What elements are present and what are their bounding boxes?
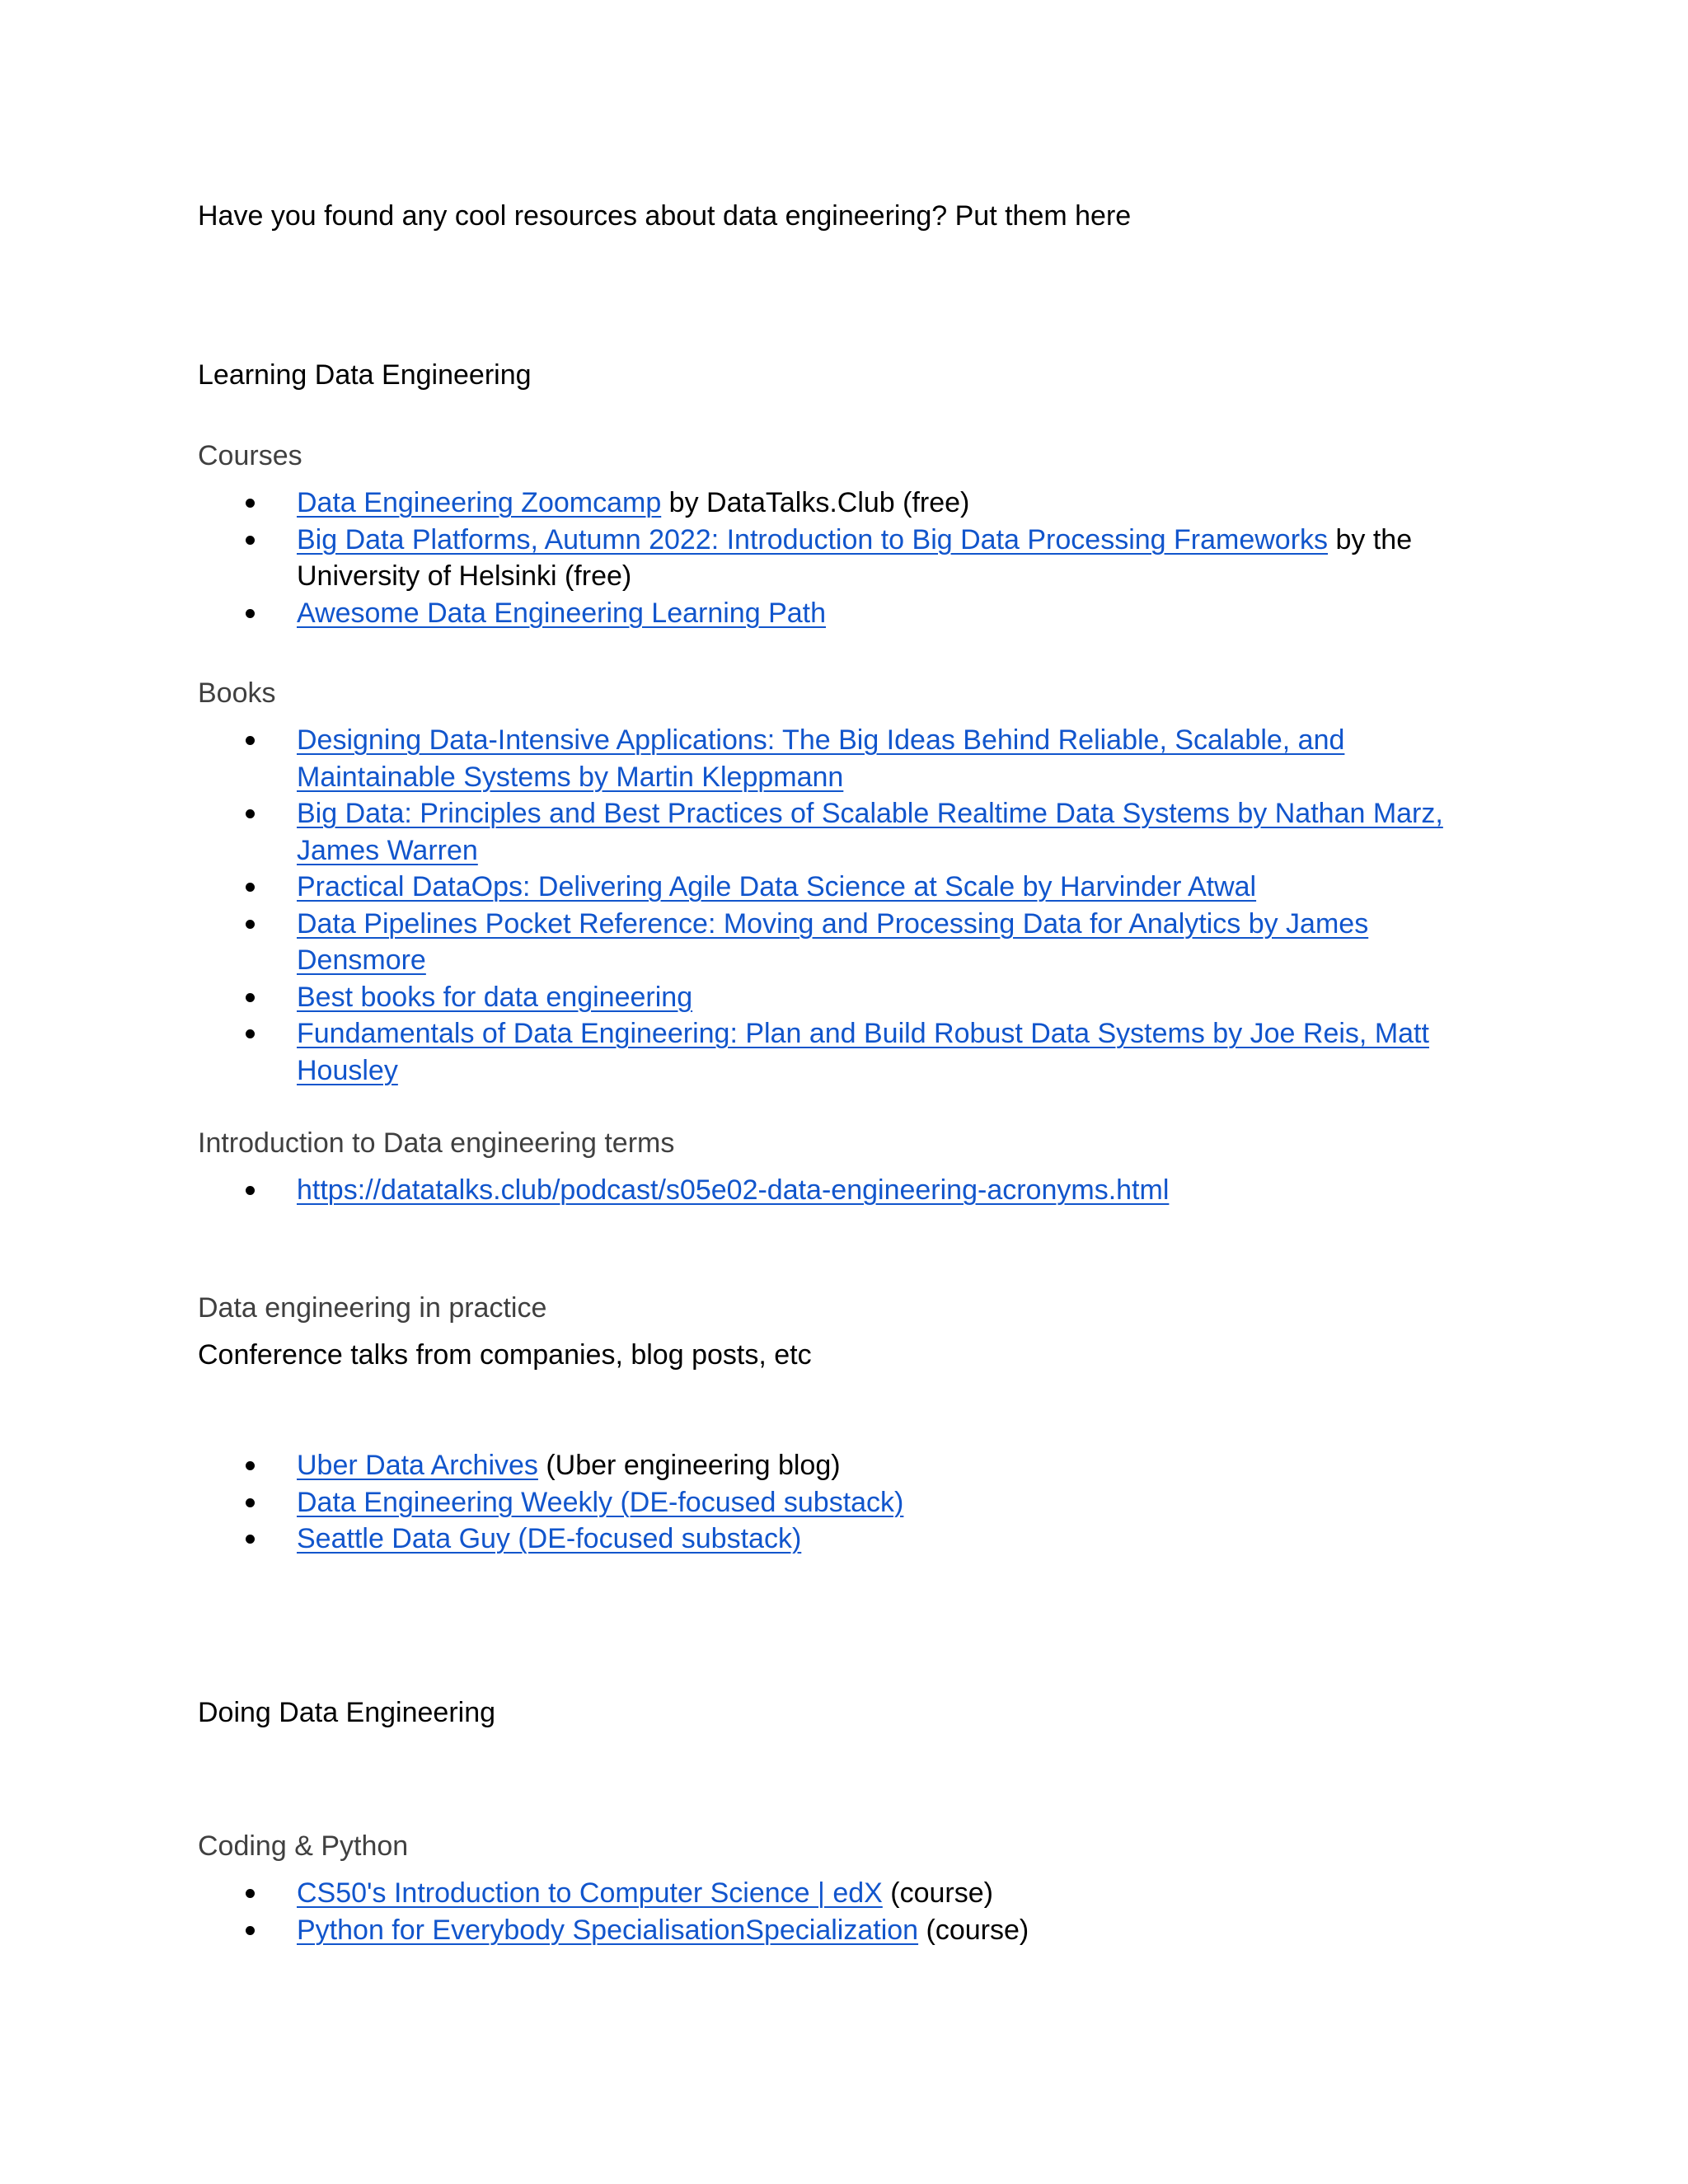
heading-coding: Coding & Python bbox=[198, 1830, 409, 1862]
bullet-icon bbox=[246, 1186, 255, 1195]
bullet-icon bbox=[246, 1926, 255, 1935]
bullet-icon bbox=[246, 736, 255, 745]
list-item bbox=[198, 722, 1500, 795]
practice-subtitle: Conference talks from companies, blog posts, etc bbox=[198, 1339, 812, 1371]
coding-link-python-everybody[interactable]: Python for Everybody SpecialisationSpecialization bbox=[297, 1914, 919, 1946]
bullet-icon bbox=[246, 1461, 255, 1470]
bullet-icon bbox=[246, 920, 255, 929]
bullet-icon bbox=[246, 883, 255, 892]
bullet-icon bbox=[246, 609, 255, 618]
item-suffix: by the University of Helsinki (free) bbox=[297, 523, 1413, 592]
list-item bbox=[198, 1521, 1500, 1558]
intro-text: Have you found any cool resources about data engineering? Put them here bbox=[198, 200, 1132, 232]
practice-link-de-weekly[interactable]: Data Engineering Weekly (DE-focused substack) bbox=[297, 1486, 904, 1518]
list-item bbox=[198, 595, 1500, 632]
course-link-zoomcamp[interactable]: Data Engineering Zoomcamp bbox=[297, 487, 662, 518]
bullet-icon bbox=[246, 536, 255, 545]
list-item bbox=[198, 869, 1500, 906]
list-item bbox=[198, 795, 1500, 869]
list-item bbox=[198, 485, 1500, 522]
coding-list bbox=[198, 1875, 1500, 1948]
terms-link-podcast[interactable]: https://datatalks.club/podcast/s05e02-data-engineering-acronyms.html bbox=[297, 1174, 1170, 1206]
list-item bbox=[198, 979, 1500, 1016]
heading-courses: Courses bbox=[198, 440, 302, 471]
course-link-big-data-platforms[interactable]: Big Data Platforms, Autumn 2022: Introduction to Big Data Processing Frameworks bbox=[297, 523, 1329, 555]
courses-list bbox=[198, 485, 1500, 631]
book-link-best-books[interactable]: Best books for data engineering bbox=[297, 981, 693, 1013]
bullet-icon bbox=[246, 499, 255, 508]
item-suffix: (course) bbox=[882, 1877, 993, 1909]
heading-practice: Data engineering in practice bbox=[198, 1292, 547, 1324]
list-item bbox=[198, 1447, 1500, 1484]
item-suffix: by DataTalks.Club (free) bbox=[661, 487, 970, 518]
course-link-awesome-path[interactable]: Awesome Data Engineering Learning Path bbox=[297, 597, 827, 629]
terms-list bbox=[198, 1172, 1500, 1209]
bullet-icon bbox=[246, 809, 255, 818]
list-item bbox=[198, 906, 1500, 979]
list-item bbox=[198, 1015, 1500, 1089]
book-link-practical-dataops[interactable]: Practical DataOps: Delivering Agile Data Science at Scale by Harvinder Atwal bbox=[297, 871, 1257, 902]
practice-link-seattle[interactable]: Seattle Data Guy (DE-focused substack) bbox=[297, 1523, 802, 1554]
item-suffix: (Uber engineering blog) bbox=[537, 1450, 841, 1481]
heading-terms: Introduction to Data engineering terms bbox=[198, 1127, 675, 1159]
bullet-icon bbox=[246, 1889, 255, 1898]
bullet-icon bbox=[246, 1029, 255, 1038]
heading-learning: Learning Data Engineering bbox=[198, 359, 532, 391]
book-link-data-pipelines[interactable]: Data Pipelines Pocket Reference: Moving and Processing Data for Analytics by James Densmore bbox=[297, 907, 1369, 976]
book-link-big-data[interactable]: Big Data: Principles and Best Practices of Scalable Realtime Data Systems by Nathan Marz, James Warren bbox=[297, 798, 1443, 866]
practice-link-uber[interactable]: Uber Data Archives bbox=[297, 1450, 538, 1481]
book-link-ddia[interactable]: Designing Data-Intensive Applications: The Big Ideas Behind Reliable, Scalable, and Maintainable Systems by Martin Kleppmann bbox=[297, 724, 1345, 793]
list-item bbox=[198, 522, 1500, 595]
bullet-icon bbox=[246, 1535, 255, 1544]
item-suffix: (course) bbox=[918, 1914, 1029, 1946]
heading-books: Books bbox=[198, 677, 276, 709]
book-link-fundamentals[interactable]: Fundamentals of Data Engineering: Plan and Build Robust Data Systems by Joe Reis, Matt Housley bbox=[297, 1018, 1429, 1086]
practice-list bbox=[198, 1447, 1500, 1558]
bullet-icon bbox=[246, 1498, 255, 1507]
coding-link-cs50[interactable]: CS50's Introduction to Computer Science | edX bbox=[297, 1877, 883, 1909]
books-list bbox=[198, 722, 1500, 1089]
list-item bbox=[198, 1912, 1500, 1949]
list-item bbox=[198, 1172, 1500, 1209]
bullet-icon bbox=[246, 993, 255, 1002]
heading-doing: Doing Data Engineering bbox=[198, 1697, 496, 1728]
list-item bbox=[198, 1875, 1500, 1912]
list-item bbox=[198, 1484, 1500, 1521]
